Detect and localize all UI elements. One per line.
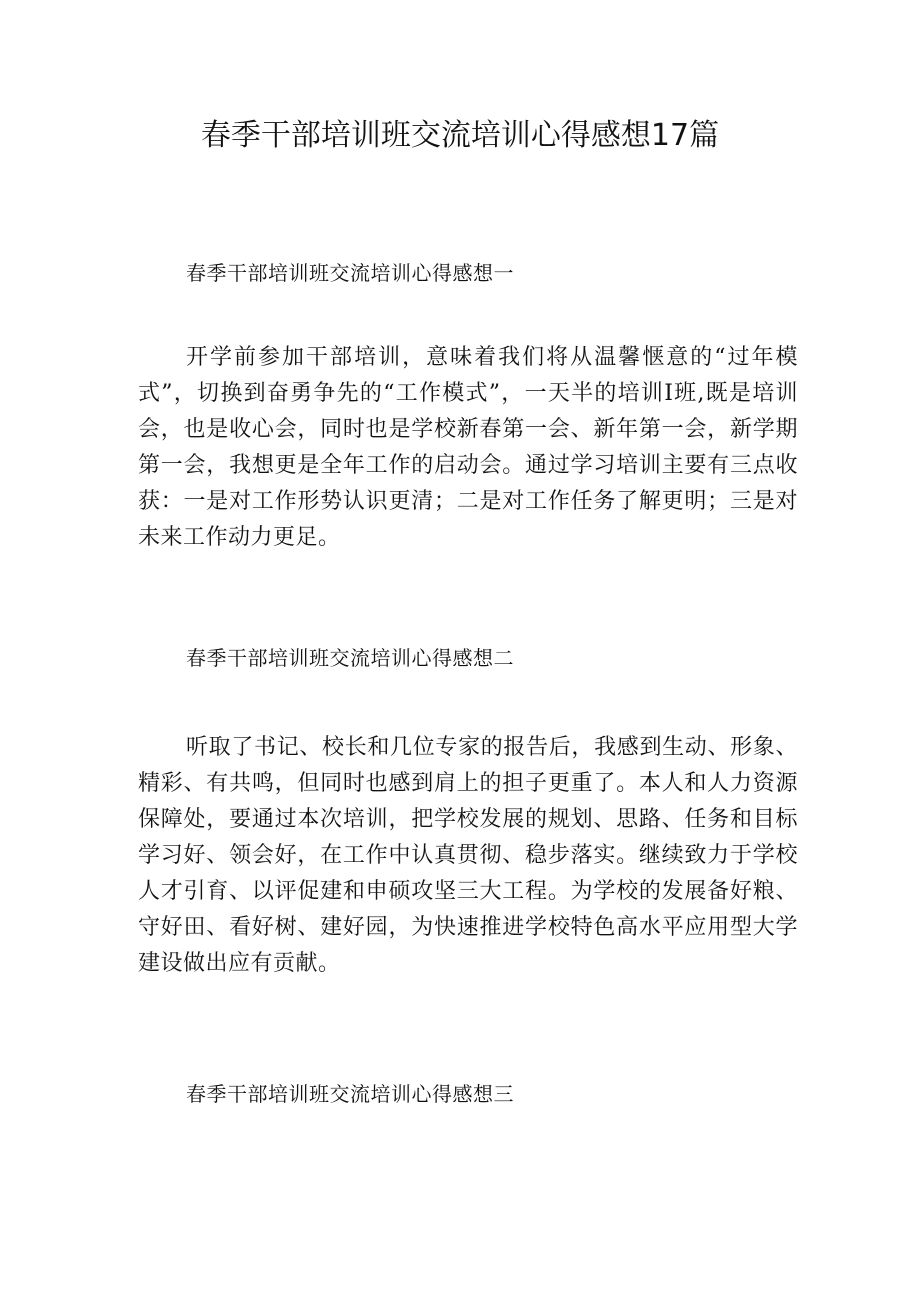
section-heading-3: 春季干部培训班交流培训心得感想三 [186, 1082, 514, 1106]
section-paragraph-2: 听取了书记、校长和几位专家的报告后，我感到生动、形象、精彩、有共鸣，但同时也感到肩上的担子更重了。本人和人力资源保障处，要通过本次培训，把学校发展的规划、思路、任务和目标学习好、领会好，在工作中认真贯彻、稳步落实。继续致力于学校人才引育、以评促建和申硕攻坚三大工程。为学校的发展备好粮、守好田、看好树、建好园，为快速推进学校特色高水平应用型大学建设做出应有贡献。 [138, 735, 798, 976]
section-heading-1: 春季干部培训班交流培训心得感想一 [186, 261, 514, 285]
section-paragraph-1: 开学前参加干部培训，意味着我们将从温馨惬意的“过年模式”，切换到奋勇争先的“工作模式”，一天半的培训I班,既是培训会，也是收心会，同时也是学校新春第一会、新年第一会，新学期第一会，我想更是全年工作的启动会。通过学习培训主要有三点收获：一是对工作形势认识更清；二是对工作任务了解更明；三是对未来工作动力更足。 [138, 345, 798, 550]
section-heading-2: 春季干部培训班交流培训心得感想二 [186, 646, 514, 670]
document-title: 春季干部培训班交流培训心得感想17篇 [200, 118, 720, 153]
